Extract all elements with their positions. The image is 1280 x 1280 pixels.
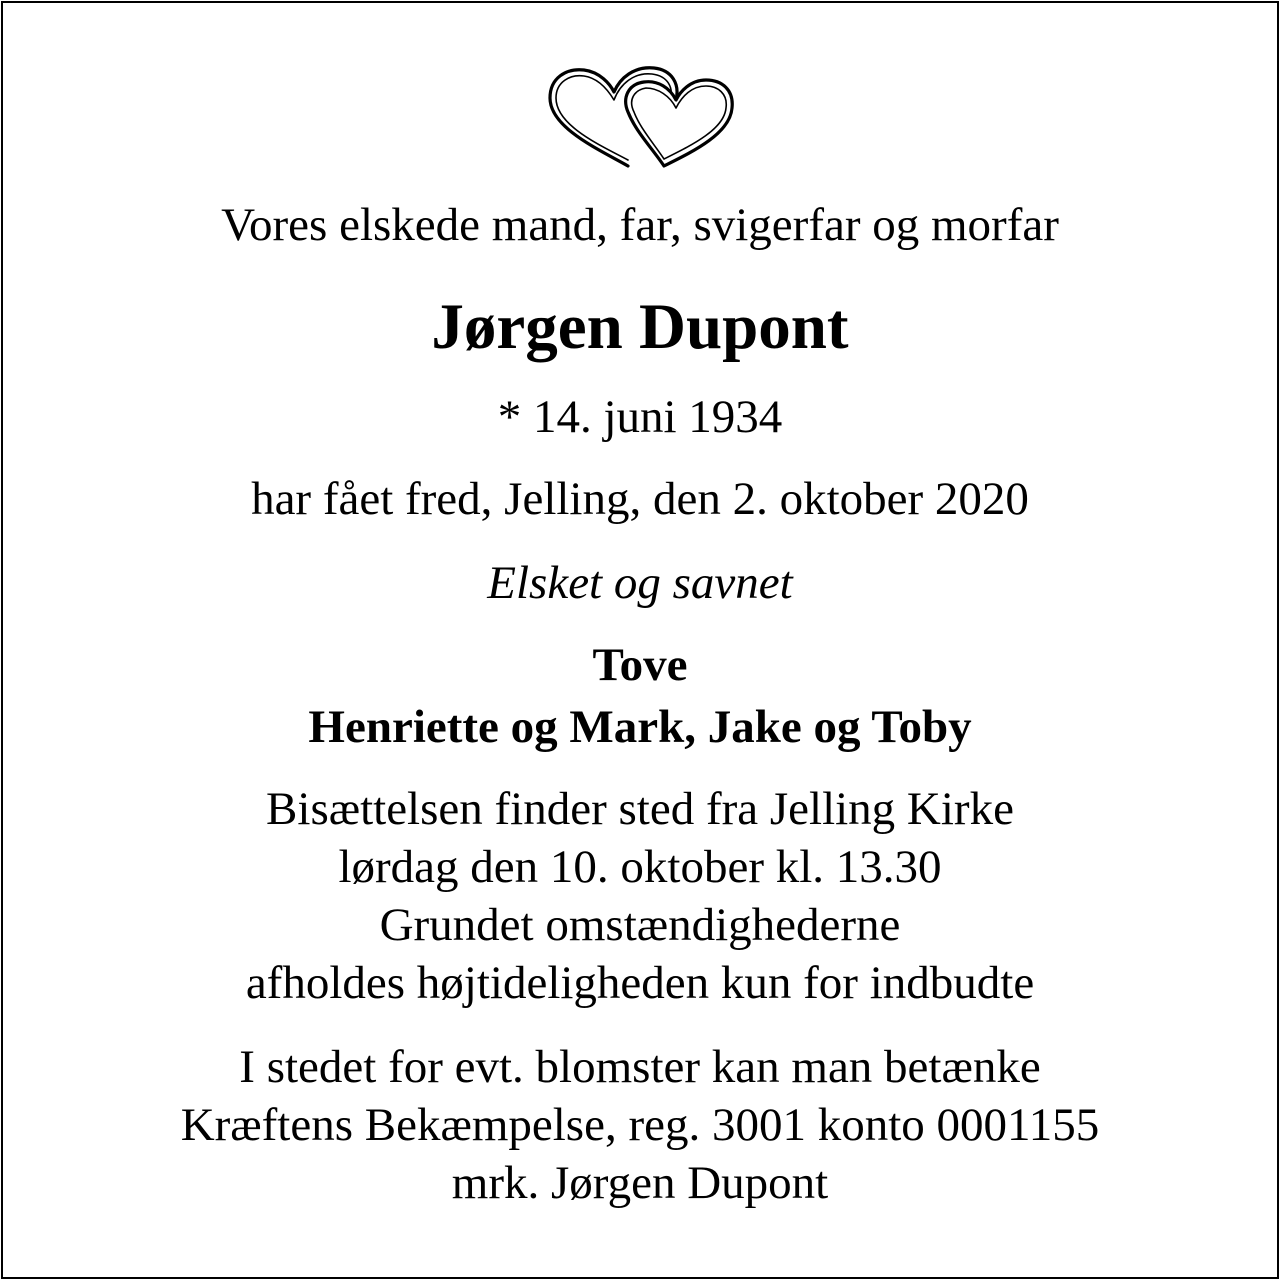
service-line: lørdag den 10. oktober kl. 13.30 [338, 841, 942, 893]
service-line: Bisættelsen finder sted fra Jelling Kirke [266, 783, 1014, 835]
family-line: Tove [592, 639, 688, 691]
service-line: afholdes højtideligheden kun for indbudte [245, 957, 1035, 1009]
intro-line: Vores elskede mand, far, svigerfar og morfar [221, 199, 1059, 251]
donation-line: I stedet for evt. blomster kan man betænke [239, 1041, 1041, 1093]
birth-date: * 14. juni 1934 [497, 391, 783, 443]
right-heart-outline [626, 80, 733, 166]
double-hearts-icon [540, 62, 740, 172]
deceased-name: Jørgen Dupont [431, 291, 849, 363]
death-notice: har fået fred, Jelling, den 2. oktober 2020 [251, 473, 1029, 525]
service-line: Grundet omstændighederne [379, 899, 901, 951]
motto-line: Elsket og savnet [487, 557, 793, 609]
family-line: Henriette og Mark, Jake og Toby [308, 701, 972, 753]
donation-line: mrk. Jørgen Dupont [451, 1157, 829, 1209]
donation-line: Kræftens Bekæmpelse, reg. 3001 konto 0001155 [180, 1099, 1100, 1151]
